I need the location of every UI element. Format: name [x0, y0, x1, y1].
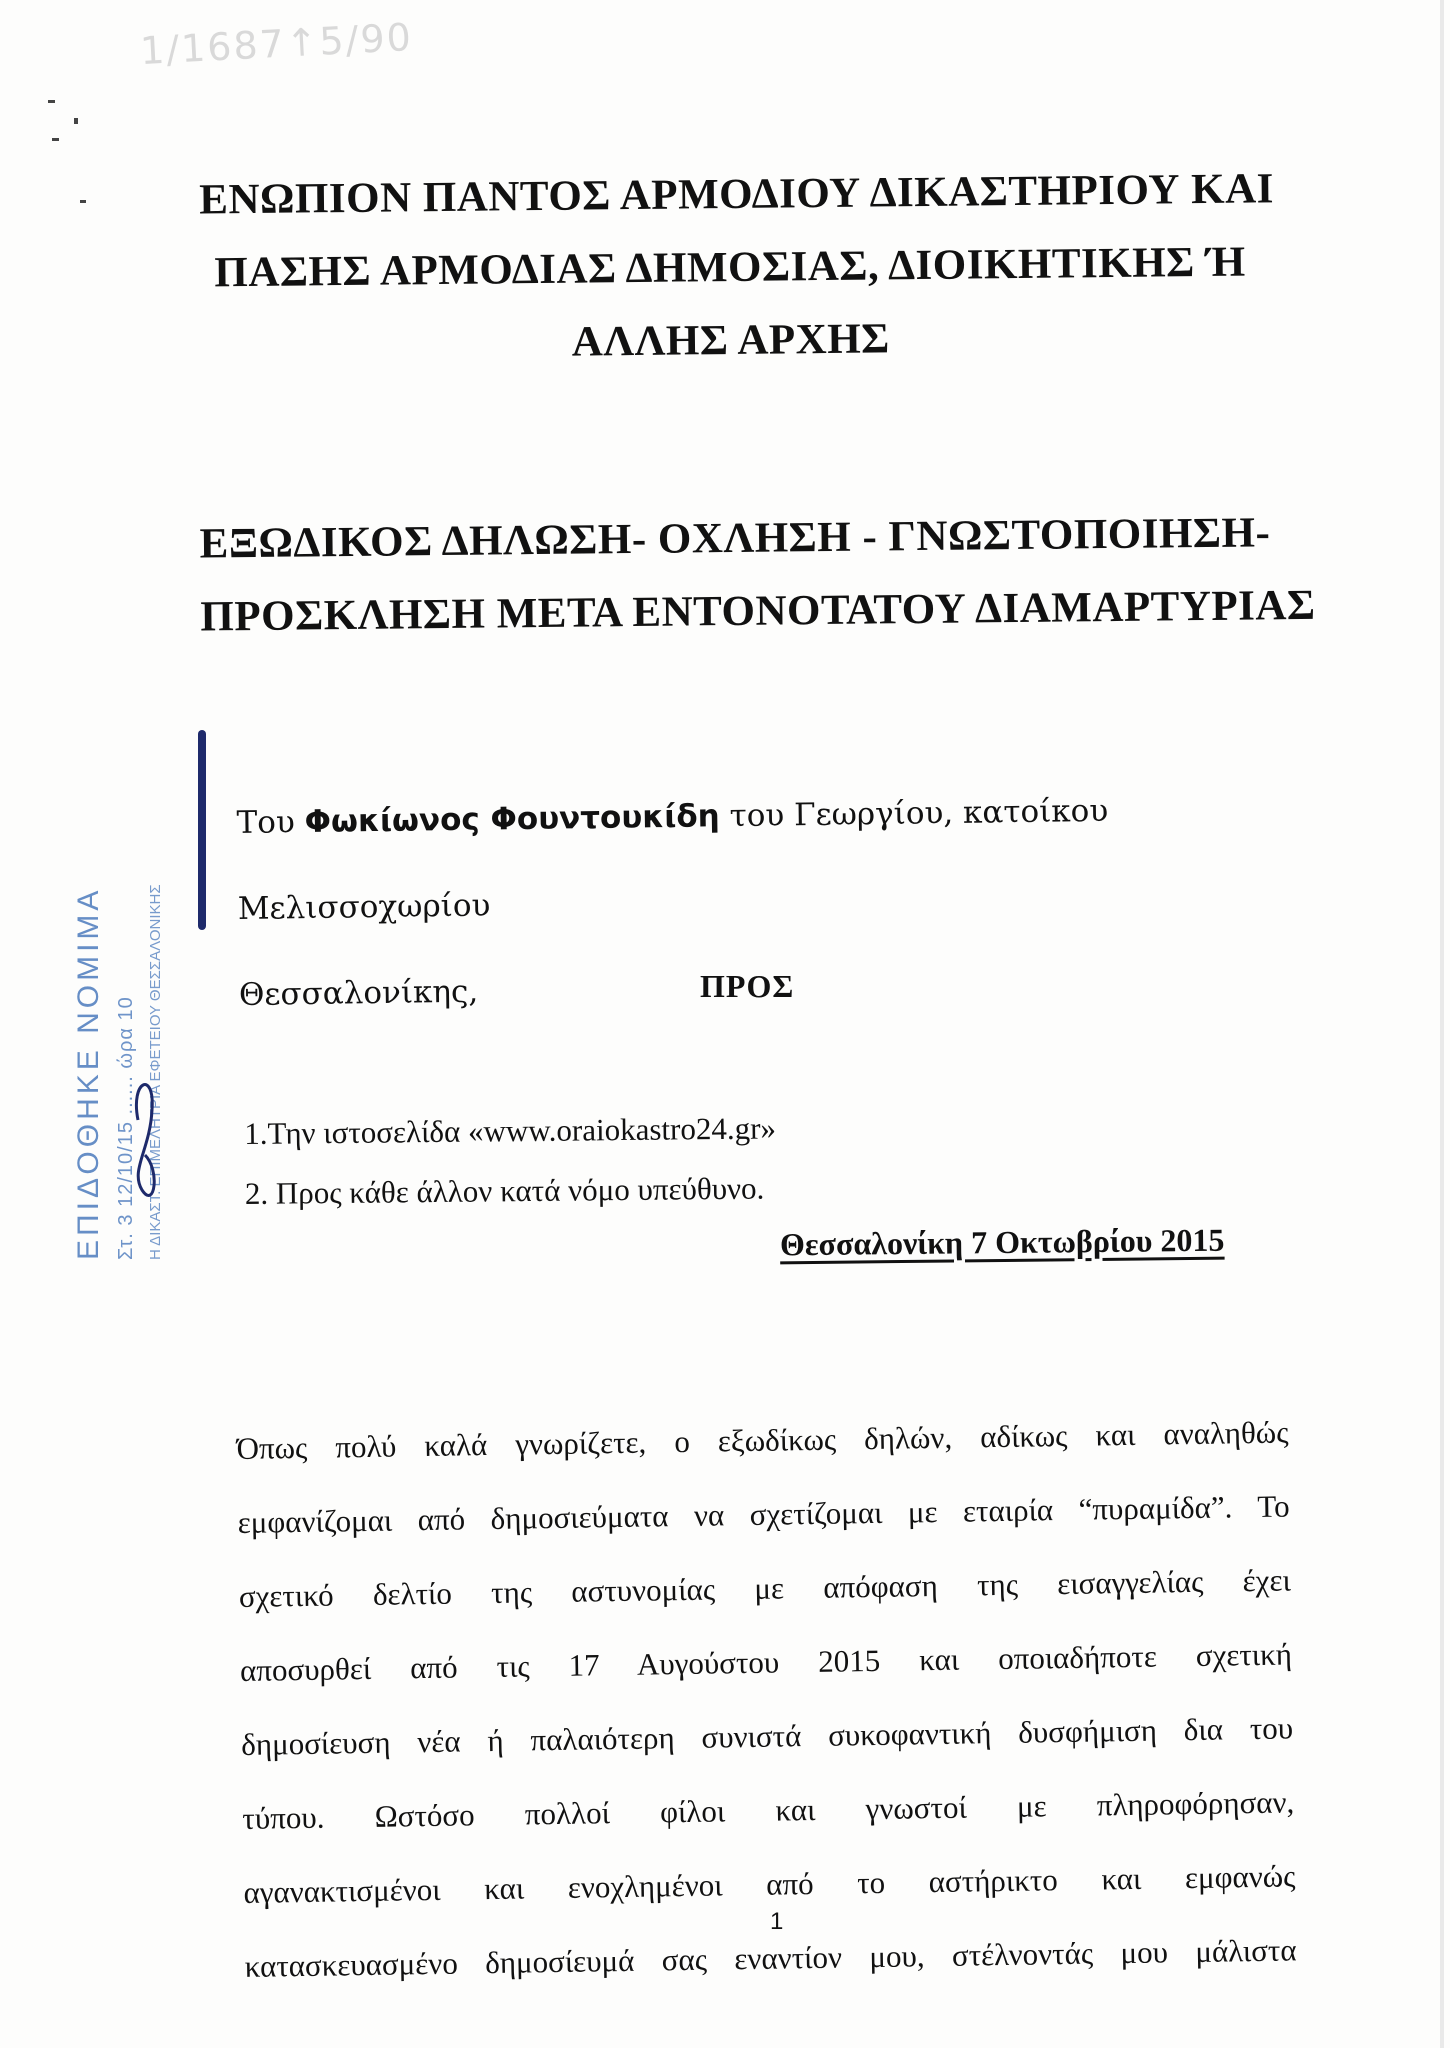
subheading-line: ΠΡΟΣΚΛΗΣΗ ΜΕΤΑ ΕΝΤΟΝΟΤΑΤΟΥ ΔΙΑΜΑΡΤΥΡΙΑΣ: [200, 581, 1316, 641]
to-label: ΠΡΟΣ: [700, 968, 795, 1004]
body-paragraph: [236, 1395, 1297, 2003]
stamp-line-date: Στ. 3 12/10/15 ...... ώρα 10: [115, 996, 137, 1260]
sender-prefix: Του: [236, 804, 305, 841]
body-line: κατασκευασμένο δημοσίευμά σας εναντίον μου, στέλνοντάς μου μάλιστα: [244, 1932, 1297, 1984]
body-line: αγανακτισμένοι και ενοχλημένοι από το αστήρικτο και εμφανώς: [243, 1858, 1296, 1910]
scan-edge: [1440, 0, 1444, 2048]
document-heading: [199, 152, 1275, 382]
body-line: τύπου. Ωστόσο πολλοί φίλοι και γνωστοί με πληροφόρησαν,: [242, 1784, 1295, 1836]
recipient-list: [244, 1098, 777, 1224]
subheading-line: ΕΞΩΔΙΚΟΣ ΔΗΛΩΣΗ- ΟΧΛΗΣΗ - ΓΝΩΣΤΟΠΟΙΗΣΗ-: [199, 509, 1271, 568]
sender-name: Φωκίωνος Φουντουκίδη: [304, 798, 720, 841]
body-line: Όπως πολύ καλά γνωρίζετε, ο εξωδίκως δηλών, αδίκως και αναληθώς: [236, 1414, 1289, 1466]
margin-tick: [74, 118, 78, 124]
heading-line: ΑΛΛΗΣ ΑΡΧΗΣ: [571, 315, 891, 366]
body-line: εμφανίζομαι από δημοσιεύματα να σχετίζομαι με εταιρία “πυραμίδα”. Το: [237, 1488, 1290, 1540]
service-stamp: [60, 650, 180, 1270]
body-line: αποσυρθεί από τις 17 Αυγούστου 2015 και οποιαδήποτε σχετική: [239, 1636, 1293, 1688]
margin-tick: [52, 138, 59, 141]
page-number: 1: [770, 1908, 784, 1935]
heading-line: ΕΝΩΠΙΟΝ ΠΑΝΤΟΣ ΑΡΜΟΔΙΟΥ ΔΙΚΑΣΤΗΡΙΟΥ ΚΑΙ: [199, 165, 1275, 224]
stamp-line-served: ΕΠΙΔΟΘΗΚΕ ΝΟΜΙΜΑ: [72, 886, 105, 1260]
margin-tick: [80, 200, 86, 203]
ink-margin-mark: [198, 730, 206, 930]
body-line: σχετικό δελτίο της αστυνομίας με απόφαση της εισαγγελίας έχει: [238, 1562, 1292, 1614]
handwritten-reference-note: 1∕1687↑5∕90: [139, 14, 414, 74]
document-date: Θεσσαλονίκη 7 Οκτωβρίου 2015: [779, 1221, 1225, 1263]
document-subheading: [199, 496, 1316, 653]
sender-details: του Γεωργίου, κατοίκου Μελισσοχωρίου: [237, 792, 1109, 927]
stamp-line-officer: Η ΔΙΚΑΣΤ. ΕΠΙΜΕΛΗΤΡΙΑ ΕΦΕΤΕΙΟΥ ΘΕΣΣΑΛΟΝΙΚΗΣ: [147, 884, 164, 1260]
sender-city: Θεσσαλονίκης,: [238, 973, 479, 1013]
margin-tick: [48, 100, 55, 103]
heading-line: ΠΑΣΗΣ ΑΡΜΟΔΙΑΣ ΔΗΜΟΣΙΑΣ, ΔΙΟΙΚΗΤΙΚΗΣ Ή: [214, 238, 1246, 297]
sender-line: [236, 766, 1268, 952]
body-line: δημοσίευση νέα ή παλαιότερη συνιστά συκοφαντική δυσφήμιση δια του: [240, 1710, 1294, 1762]
recipient-item: 1.Την ιστοσελίδα «www.oraiokastro24.gr»: [244, 1110, 777, 1151]
recipient-item: 2. Προς κάθε άλλον κατά νόμο υπεύθυνο.: [244, 1170, 765, 1211]
